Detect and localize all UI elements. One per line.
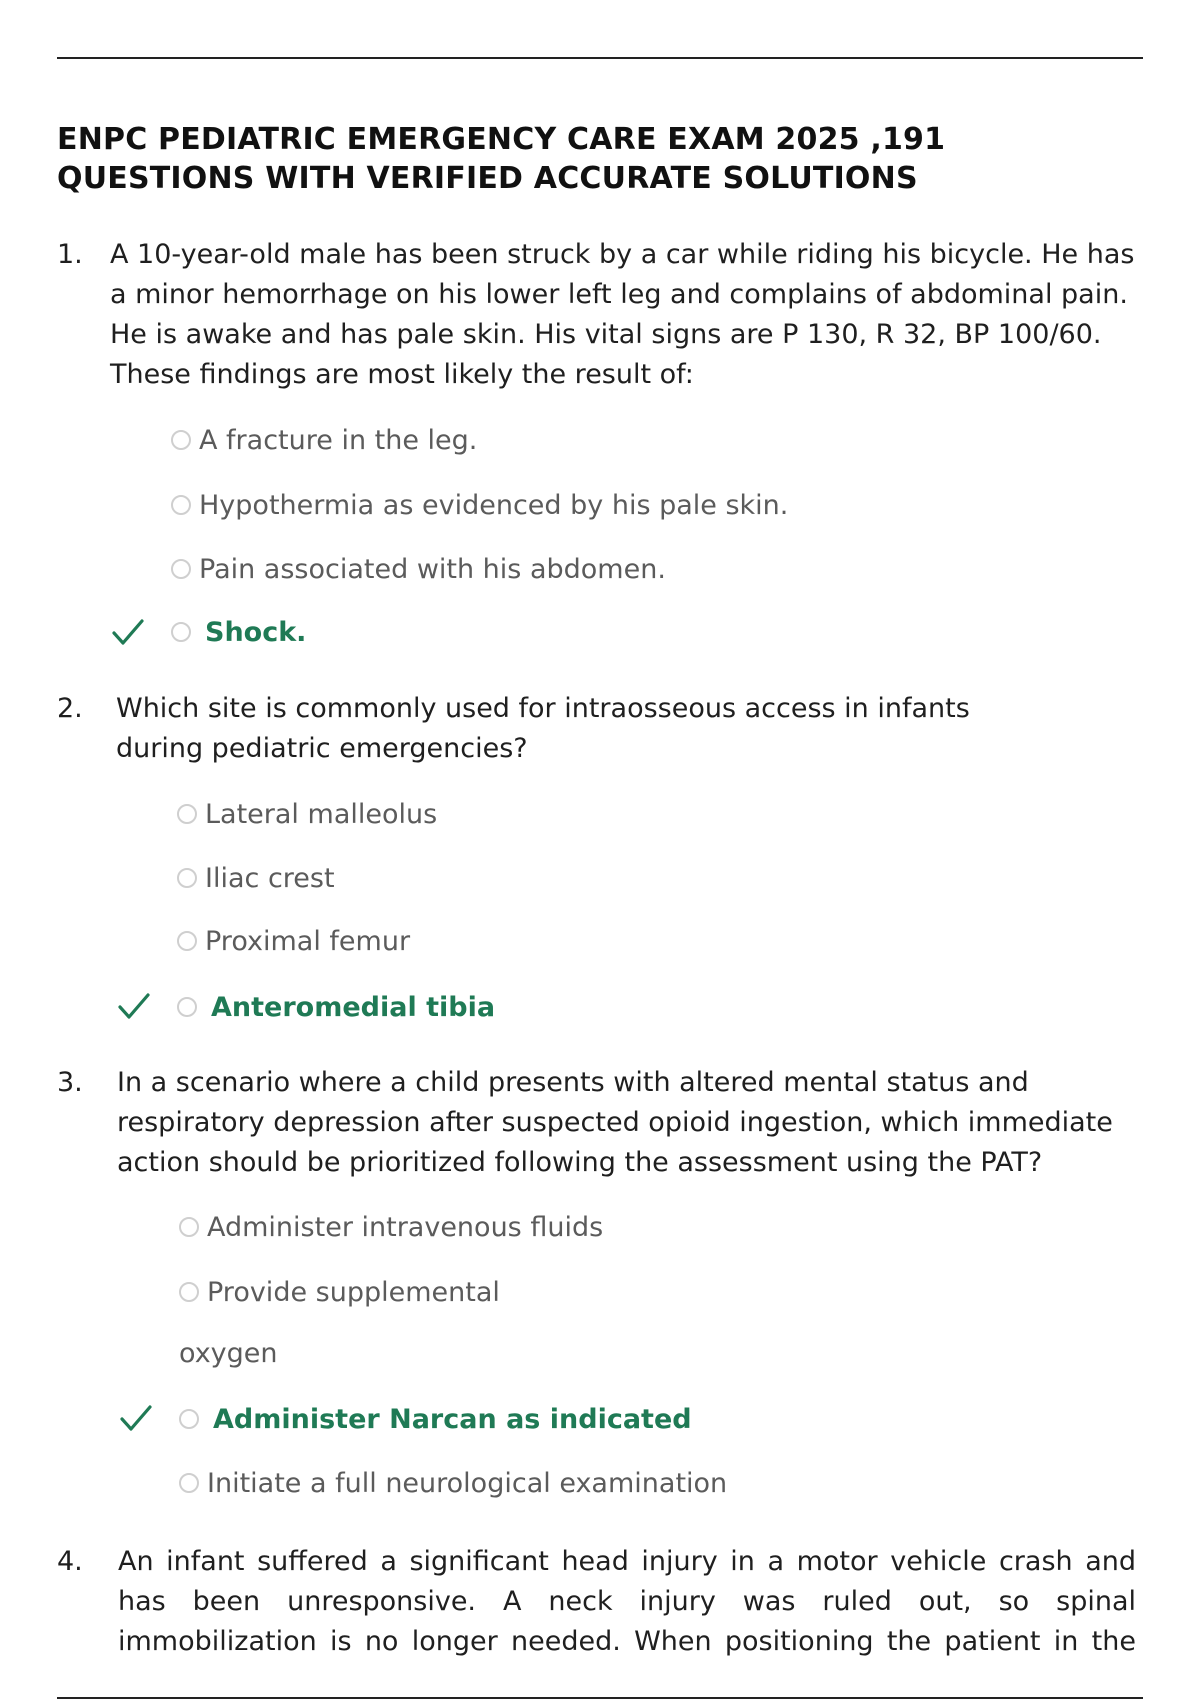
question-number: 2. (57, 693, 83, 724)
bottom-rule (57, 1697, 1143, 1699)
option-d-correct[interactable] (171, 612, 306, 652)
option-label: Hypothermia as evidenced by his pale skin. (199, 489, 789, 521)
radio-circle-icon[interactable] (177, 804, 197, 824)
radio-circle-icon[interactable] (179, 1473, 199, 1493)
option-b[interactable] (171, 485, 788, 525)
option-a[interactable] (177, 794, 437, 834)
radio-circle-icon[interactable] (177, 931, 197, 951)
option-c[interactable] (177, 921, 410, 961)
option-a[interactable] (171, 420, 477, 460)
option-b-continuation: oxygen (179, 1338, 278, 1369)
radio-circle-icon[interactable] (171, 430, 191, 450)
checkmark-icon (119, 1403, 153, 1433)
option-a[interactable] (179, 1207, 603, 1247)
document-title: ENPC PEDIATRIC EMERGENCY CARE EXAM 2025 ,191 QUESTIONS WITH VERIFIED ACCURATE SOLUTIONS (57, 122, 946, 196)
option-b[interactable] (177, 858, 335, 898)
radio-circle-icon[interactable] (179, 1217, 199, 1237)
option-label: Administer Narcan as indicated (213, 1403, 692, 1435)
top-rule (57, 57, 1143, 59)
checkmark-icon (117, 991, 151, 1021)
option-c-correct[interactable] (179, 1399, 692, 1439)
option-label: Initiate a full neurological examination (207, 1467, 728, 1499)
radio-circle-icon[interactable] (171, 622, 191, 642)
option-label: Shock. (205, 616, 307, 648)
radio-circle-icon[interactable] (177, 997, 197, 1017)
radio-circle-icon[interactable] (179, 1282, 199, 1302)
option-label: A fracture in the leg. (199, 424, 478, 456)
option-label: Pain associated with his abdomen. (199, 553, 666, 585)
radio-circle-icon[interactable] (171, 559, 191, 579)
option-b[interactable] (179, 1272, 500, 1312)
radio-circle-icon[interactable] (179, 1409, 199, 1429)
question-text-line-2: has been unresponsive. A neck injury was ruled out, so spinal (118, 1586, 1136, 1617)
radio-circle-icon[interactable] (177, 868, 197, 888)
option-label: Lateral malleolus (205, 798, 438, 830)
question-text: Which site is commonly used for intraosseous access in infants during pediatric emergencies? (116, 693, 970, 764)
option-label: Administer intravenous fluids (207, 1211, 604, 1243)
option-label: Proximal femur (205, 925, 411, 957)
option-d[interactable] (179, 1463, 727, 1503)
question-number: 1. (57, 239, 83, 270)
option-label: Iliac crest (205, 862, 335, 894)
question-number: 3. (57, 1067, 83, 1098)
question-text: A 10-year-old male has been struck by a car while riding his bicycle. He has a minor hemorrhage on his lower left leg and complains of abdominal pain. He is awake and has pale skin. His vital signs are P 130, R 32, BP 100/60. These findings are most likely the result of: (110, 239, 1135, 390)
radio-circle-icon[interactable] (171, 495, 191, 515)
question-number: 4. (57, 1546, 83, 1577)
question-text-line-3: immobilization is no longer needed. When positioning the patient in the (118, 1626, 1136, 1657)
checkmark-icon (111, 617, 145, 647)
option-d-correct[interactable] (177, 987, 495, 1027)
question-text: In a scenario where a child presents with altered mental status and respiratory depression after suspected opioid ingestion, which immediate action should be prioritized following the assessment using the PAT? (117, 1067, 1113, 1178)
option-label: Anteromedial tibia (211, 991, 496, 1023)
option-label: Provide supplemental (207, 1276, 500, 1308)
question-text-line-1: An infant suffered a significant head injury in a motor vehicle crash and (118, 1546, 1136, 1577)
option-c[interactable] (171, 549, 666, 589)
